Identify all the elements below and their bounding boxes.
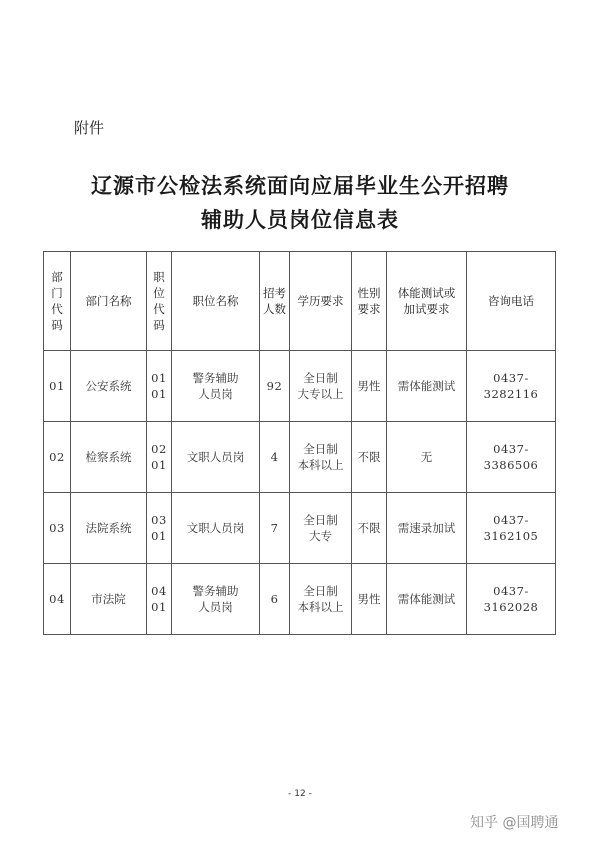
cell-gender: 男性 <box>352 351 387 422</box>
table-row <box>44 422 556 493</box>
cell-phone: 0437-3162028 <box>467 564 556 635</box>
cell-pos-name: 警务辅助 人员岗 <box>172 351 260 422</box>
table-row <box>44 351 556 422</box>
cell-pos-code: 01 01 <box>147 351 172 422</box>
cell-count: 4 <box>260 422 290 493</box>
cell-count: 6 <box>260 564 290 635</box>
cell-dept-code: 04 <box>44 564 71 635</box>
cell-pos-code: 02 01 <box>147 422 172 493</box>
cell-education: 全日制 本科以上 <box>290 564 352 635</box>
cell-count: 7 <box>260 493 290 564</box>
header-pos-name: 职位名称 <box>172 252 260 351</box>
cell-test: 需速录加试 <box>387 493 467 564</box>
watermark: 知乎 @国聘通 <box>470 815 559 831</box>
header-test: 体能测试或 加试要求 <box>387 252 467 351</box>
cell-education: 全日制 大专 <box>290 493 352 564</box>
header-education: 学历要求 <box>290 252 352 351</box>
cell-count: 92 <box>260 351 290 422</box>
header-gender: 性别 要求 <box>352 252 387 351</box>
table-row <box>44 493 556 564</box>
cell-gender: 男性 <box>352 564 387 635</box>
cell-pos-name: 文职人员岗 <box>172 493 260 564</box>
header-pos-code: 职 位 代 码 <box>147 252 172 351</box>
cell-gender: 不限 <box>352 422 387 493</box>
cell-dept-name: 市法院 <box>71 564 147 635</box>
cell-dept-code: 01 <box>44 351 71 422</box>
cell-pos-code: 04 01 <box>147 564 172 635</box>
page-number: - 12 - <box>288 789 312 799</box>
header-dept-code: 部 门 代 码 <box>44 252 71 351</box>
cell-phone: 0437-3282116 <box>467 351 556 422</box>
cell-pos-name: 警务辅助 人员岗 <box>172 564 260 635</box>
cell-phone: 0437-3386506 <box>467 422 556 493</box>
header-dept-name: 部门名称 <box>71 252 147 351</box>
positions-table <box>43 251 556 635</box>
header-phone: 咨询电话 <box>467 252 556 351</box>
cell-phone: 0437-3162105 <box>467 493 556 564</box>
attachment-label: 附件 <box>74 119 105 137</box>
cell-dept-name: 公安系统 <box>71 351 147 422</box>
cell-dept-name: 检察系统 <box>71 422 147 493</box>
cell-gender: 不限 <box>352 493 387 564</box>
cell-pos-code: 03 01 <box>147 493 172 564</box>
cell-pos-name: 文职人员岗 <box>172 422 260 493</box>
cell-education: 全日制 大专以上 <box>290 351 352 422</box>
table-row <box>44 564 556 635</box>
cell-test: 无 <box>387 422 467 493</box>
document-title-line2: 辅助人员岗位信息表 <box>201 207 399 232</box>
document-title-line1: 辽源市公检法系统面向应届毕业生公开招聘 <box>91 173 509 198</box>
cell-dept-name: 法院系统 <box>71 493 147 564</box>
table-header-row <box>44 252 556 351</box>
cell-dept-code: 02 <box>44 422 71 493</box>
cell-test: 需体能测试 <box>387 564 467 635</box>
cell-test: 需体能测试 <box>387 351 467 422</box>
cell-education: 全日制 本科以上 <box>290 422 352 493</box>
cell-dept-code: 03 <box>44 493 71 564</box>
header-count: 招考 人数 <box>260 252 290 351</box>
